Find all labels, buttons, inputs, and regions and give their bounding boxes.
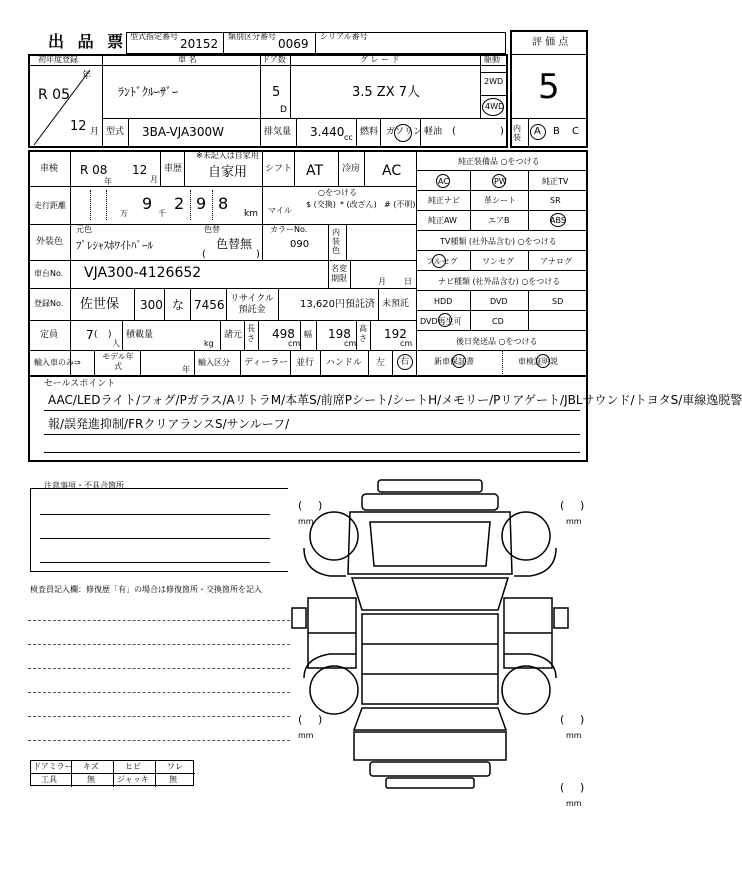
notes-area xyxy=(30,488,288,572)
legend-crack: ヒビ xyxy=(125,762,141,771)
import-type-label: 輸入区分 xyxy=(198,358,230,367)
car-name-label: 車 名 xyxy=(178,55,197,64)
legend-doormirror: ドアミラー xyxy=(33,762,73,771)
name-change-month: 月 xyxy=(378,277,386,286)
mm-spare: mm xyxy=(566,799,582,808)
type-no-label: 型式指定番号 xyxy=(130,32,178,41)
import-dealer: ディーラー xyxy=(244,358,289,368)
class-no-value: 0069 xyxy=(278,37,309,51)
capacity-label: 定員 xyxy=(40,330,59,340)
import-parallel: 並行 xyxy=(296,358,315,368)
interior-grade-c: C xyxy=(572,126,579,137)
first-reg-era: R 05 xyxy=(38,87,70,103)
recycle-none: 未預託 xyxy=(382,299,410,309)
navi-dvd-play: DVD再生可 xyxy=(420,317,462,326)
mile-opt-star: * (改ざん) xyxy=(340,200,377,209)
mm-front-left: mm xyxy=(298,517,314,526)
sales-line-2: 報/誤発進抑制/FRクリアランスS/サンルーフ/ xyxy=(48,417,290,431)
mileage-man: 万 xyxy=(120,209,128,218)
exterior-label: 外装色 xyxy=(36,237,64,247)
class-no-label: 類別区分番号 xyxy=(228,32,276,41)
fuel-gasoline: ガソリン xyxy=(386,127,423,137)
color-no-value: 090 xyxy=(290,239,310,250)
inspector-label: 検査員記入欄：修復歴「有」の場合は修復箇所・交換箇所を記入 xyxy=(30,585,262,594)
reg-city: 佐世保 xyxy=(80,297,120,312)
mile-hint: ○をつける xyxy=(318,188,357,197)
load-label: 積載量 xyxy=(126,330,154,340)
grade-col-label: グ レ ー ド xyxy=(360,55,400,64)
name-change-label: 名変期限 xyxy=(331,264,347,283)
mileage-digit-4: 2 xyxy=(174,194,185,213)
inspection-value: R 08 xyxy=(80,163,108,177)
width-unit: cm xyxy=(344,339,357,348)
model-value: 3BA-VJA300W xyxy=(142,125,224,139)
model-label: 型式 xyxy=(106,127,125,137)
serial-no-label: シリアル番号 xyxy=(320,32,368,41)
mm-rear-left: mm xyxy=(298,731,314,740)
reg-kana: な xyxy=(172,298,185,312)
interior-grade-a: A xyxy=(534,126,541,137)
displacement-value: 3.440 xyxy=(310,125,345,139)
equip-ac: AC xyxy=(438,177,449,186)
height-value: 192 xyxy=(384,327,407,341)
grade-label: 評 価 点 xyxy=(532,37,569,48)
recycle-label: リサイクル預託金 xyxy=(230,294,274,315)
doors-suffix: D xyxy=(280,105,287,115)
tv-title: TV種類 (社外品含む) ○をつける xyxy=(440,237,557,246)
car-name-value: ﾗﾝﾄﾞｸﾙｰｻﾞｰ xyxy=(118,85,179,99)
import-label: 輸入車のみ⇒ xyxy=(34,358,81,367)
width-label: 幅 xyxy=(304,330,312,339)
tv-fullseg: フルセグ xyxy=(426,257,458,266)
tv-oneseg: ワンセグ xyxy=(482,257,514,266)
shift-value: AT xyxy=(306,163,324,179)
legend-tools-value: 無 xyxy=(87,775,95,784)
mile-opt-hash: # (不明) xyxy=(384,200,416,209)
length-label: 長さ xyxy=(247,324,255,343)
sales-label: セールスポイント xyxy=(44,379,116,389)
interior-color-label: 内装色 xyxy=(332,228,340,255)
width-value: 198 xyxy=(328,327,351,341)
mm-rear-right: mm xyxy=(566,731,582,740)
mileage-sen: 千 xyxy=(158,209,166,218)
tv-analog: アナログ xyxy=(540,257,572,266)
navi-sd: SD xyxy=(552,297,564,306)
orig-color-label: 元色 xyxy=(76,225,92,234)
drive-4wd: 4WD xyxy=(485,102,505,111)
cooler-value: AC xyxy=(382,163,402,179)
equip-pw: PW xyxy=(494,177,507,186)
fuel-diesel: 軽油 xyxy=(424,127,443,137)
history-note: ※未記入は自家用 xyxy=(196,151,259,160)
inspection-month-mark: 月 xyxy=(150,175,158,184)
shift-label: シフト xyxy=(265,164,293,174)
handle-label: ハンドル xyxy=(326,358,363,368)
legend-jack-value: 無 xyxy=(169,775,177,784)
chassis-label: 車台No. xyxy=(34,269,64,278)
legend-break: ワレ xyxy=(167,762,183,771)
first-reg-label: 初年度登録 xyxy=(38,55,78,64)
interior-grade-b: B xyxy=(553,126,560,137)
later-warranty: 新車保証書 xyxy=(434,357,474,366)
equip-tv: 純正TV xyxy=(542,177,569,186)
grade-value-text: 3.5 ZX 7人 xyxy=(352,85,421,100)
legend-scratch: キズ xyxy=(83,762,99,771)
displacement-unit: cc xyxy=(344,133,353,142)
reg-label: 登録No. xyxy=(34,299,64,308)
later-inspection: 車検証明説 xyxy=(518,357,558,366)
color-change-value: 色替無 xyxy=(216,237,253,251)
doors-label: ドア数 xyxy=(262,55,286,64)
history-label: 車歴 xyxy=(164,164,183,174)
later-title: 後日発送品 ○をつける xyxy=(456,337,538,346)
model-year-unit: 年 xyxy=(182,365,190,374)
equipment-panel xyxy=(416,150,588,376)
handle-right: 右 xyxy=(400,357,410,367)
inspection-month: 12 xyxy=(132,163,148,177)
capacity-unit: 人 xyxy=(112,339,120,348)
displacement-label: 排気量 xyxy=(264,127,292,137)
sales-line-1: AAC/LEDライト/フォグ/Pガラス/AリトラM/本革S/前席Pシート/シートH/メモリー/Pリアゲート/JBLサウンド/トヨタS/車線逸脱警 xyxy=(48,393,742,407)
recycle-amount: 13,620円預託済 xyxy=(300,299,375,310)
reg-number: 7456 xyxy=(194,298,225,312)
mile-opt-mile: マイル xyxy=(268,206,292,215)
legend-jack: ジャッキ xyxy=(117,775,149,784)
cooler-label: 冷房 xyxy=(342,164,361,174)
first-reg-year-mark: 年 xyxy=(82,71,92,81)
legend-table xyxy=(30,760,194,786)
inspection-label: 車検 xyxy=(40,164,59,174)
legend-tools: 工具 xyxy=(41,775,57,784)
length-value: 498 xyxy=(272,327,295,341)
navi-hdd: HDD xyxy=(434,297,453,306)
grade-value: 5 xyxy=(538,67,560,107)
fuel-label: 燃料 xyxy=(360,127,379,137)
equip-abs: ABS xyxy=(550,216,566,225)
mileage-digit-6: 8 xyxy=(218,194,229,213)
doors-value: 5 xyxy=(272,85,281,100)
equip-aw: 純正AW xyxy=(428,216,457,225)
equip-sr: SR xyxy=(550,196,561,205)
mileage-digit-5: 9 xyxy=(196,194,207,213)
height-unit: cm xyxy=(400,339,413,348)
handle-left: 左 xyxy=(376,358,386,368)
form-title: 出 品 票 xyxy=(48,32,128,51)
mileage-km: km xyxy=(244,209,258,219)
equip-leather: 革シート xyxy=(484,196,516,205)
inspection-year-mark: 年 xyxy=(104,177,112,186)
mile-opt-dollar: $ (交換) xyxy=(306,200,336,209)
first-reg-month: 12 xyxy=(70,119,87,134)
history-value: 自家用 xyxy=(208,165,248,180)
drive-2wd: 2WD xyxy=(484,77,504,86)
color-no-label: カラーNo. xyxy=(270,225,308,234)
navi-cd: CD xyxy=(492,317,504,326)
length-unit: cm xyxy=(288,339,301,348)
height-label: 高さ xyxy=(359,324,367,343)
equip-airbag: エアB xyxy=(488,216,510,225)
type-no-value: 20152 xyxy=(180,37,219,51)
equip-navi: 純正ナビ xyxy=(428,196,460,205)
mileage-digit-3: 9 xyxy=(142,194,153,213)
exterior-color-value: ﾌﾟﾚｼｬｽﾎﾜｲﾄﾊﾟｰﾙ xyxy=(76,239,153,252)
notes-label: 注意事項・不具合箇所 xyxy=(44,481,124,490)
model-year-label: モデル年式 xyxy=(102,352,134,371)
mileage-digits xyxy=(74,190,262,220)
load-unit: kg xyxy=(204,339,214,348)
navi-dvd: DVD xyxy=(490,297,508,306)
genuine-title: 純正装備品 ○をつける xyxy=(458,157,540,166)
interior-label: 内装 xyxy=(513,124,521,142)
drive-label: 駆動 xyxy=(484,55,500,64)
mm-front-right: mm xyxy=(566,517,582,526)
reg-class: 300 xyxy=(140,298,163,312)
color-change-label: 色替 xyxy=(204,225,220,234)
navi-title: ナビ種類 (社外品含む) ○をつける xyxy=(438,277,561,286)
chassis-value: VJA300-4126652 xyxy=(84,265,202,281)
dims-label: 諸元 xyxy=(224,330,243,340)
capacity-value: 7 xyxy=(86,328,94,342)
mileage-label: 走行距離 xyxy=(34,201,66,210)
first-reg-month-mark: 月 xyxy=(90,127,100,137)
